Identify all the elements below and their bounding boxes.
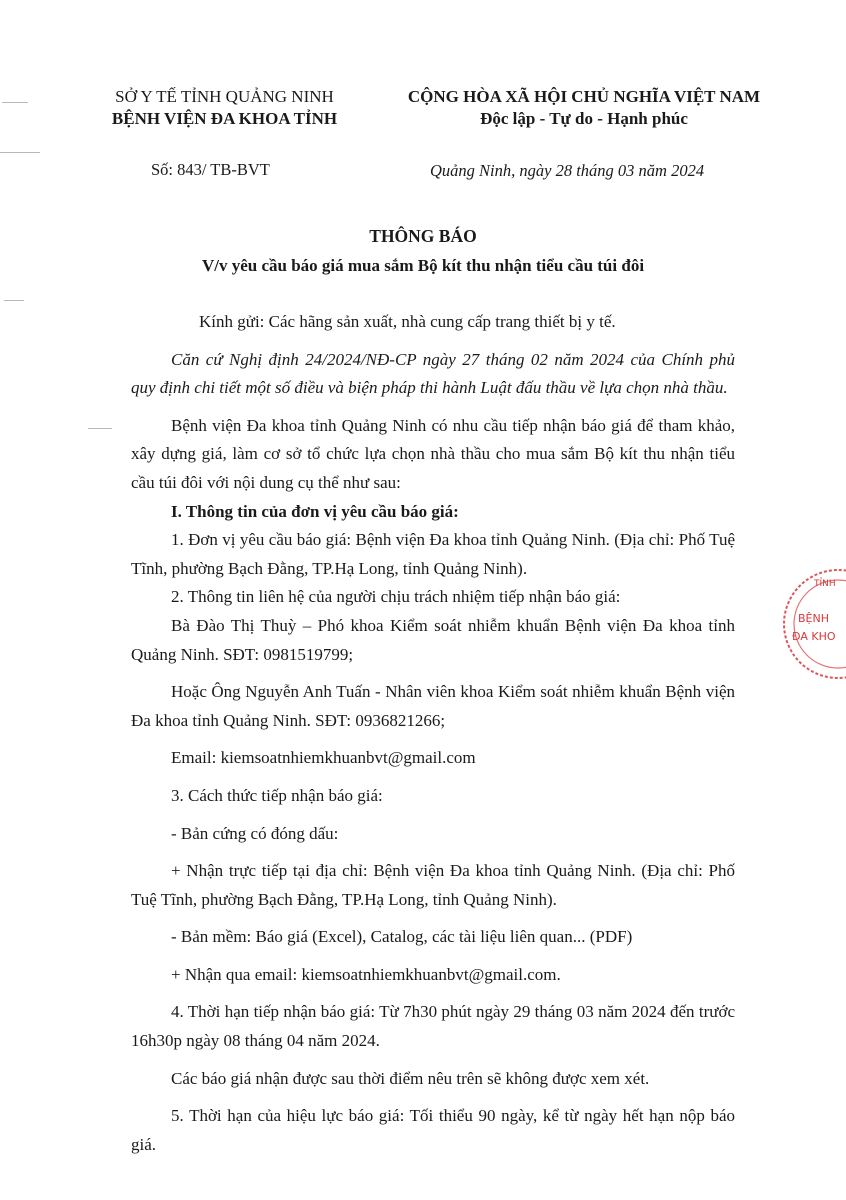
item-1: 1. Đơn vị yêu cầu báo giá: Bệnh viện Đa khoa tỉnh Quảng Ninh. (Địa chỉ: Phố Tuệ Tĩnh, phường Bạch Đằng, TP.Hạ Long, tỉnh Quảng Ninh).	[131, 530, 735, 578]
softcopy-detail: + Nhận qua email: kiemsoatnhiemkhuanbvt@gmail.com.	[171, 964, 561, 984]
issue-date: Quảng Ninh, ngày 28 tháng 03 năm 2024	[430, 161, 705, 180]
hardcopy-detail: + Nhận trực tiếp tại địa chỉ: Bệnh viện Đa khoa tỉnh Quảng Ninh. (Địa chỉ: Phố Tuệ Tĩnh, phường Bạch Đằng, TP.Hạ Long, tỉnh Quảng Ninh).	[131, 861, 735, 909]
section-1-heading: I. Thông tin của đơn vị yêu cầu báo giá:	[171, 501, 459, 521]
hardcopy-line: - Bản cứng có đóng dấu:	[171, 823, 339, 843]
item-5: 5. Thời hạn của hiệu lực báo giá: Tối thiểu 90 ngày, kể từ ngày hết hạn nộp báo giá.	[131, 1106, 735, 1154]
item-3: 3. Cách thức tiếp nhận báo giá:	[171, 785, 383, 805]
issuing-organization	[92, 86, 357, 130]
contact-1: Bà Đào Thị Thuỳ – Phó khoa Kiểm soát nhiễm khuẩn Bệnh viện Đa khoa tỉnh Quảng Ninh. SĐT: 0981519799;	[131, 615, 735, 664]
official-stamp	[778, 564, 846, 684]
document-number: Số: 843/ TB-BVT	[151, 160, 270, 179]
org-line-1: SỞ Y TẾ TỈNH QUẢNG NINH	[115, 87, 334, 106]
intro-paragraph: Bệnh viện Đa khoa tỉnh Quảng Ninh có nhu cầu tiếp nhận báo giá để tham khảo, xây dựng giá, làm cơ sở tổ chức lựa chọn nhà thầu cho mua sắm Bộ kít thu nhận tiểu cầu túi đôi với nội dung cụ thể như sau:	[131, 415, 735, 492]
scan-mark	[0, 152, 40, 153]
contact-2: Hoặc Ông Nguyễn Anh Tuấn - Nhân viên khoa Kiểm soát nhiễm khuẩn Bệnh viện Đa khoa tỉnh Quảng Ninh. SĐT: 0936821266;	[131, 682, 735, 730]
org-line-2: BỆNH VIỆN ĐA KHOA TỈNH	[111, 109, 338, 128]
item-4: 4. Thời hạn tiếp nhận báo giá: Từ 7h30 phút ngày 29 tháng 03 năm 2024 đến trước 16h30p ngày 08 tháng 04 năm 2024.	[131, 1002, 735, 1051]
stamp-text-top: TỈNH	[814, 579, 836, 589]
stamp-text-mid-2: ĐA KHO	[792, 630, 836, 643]
document-title: THÔNG BÁO	[369, 226, 477, 246]
item-2: 2. Thông tin liên hệ của người chịu trách nhiệm tiếp nhận báo giá:	[171, 587, 621, 607]
email-line: Email: kiemsoatnhiemkhuanbvt@gmail.com	[171, 748, 476, 768]
legal-basis-paragraph: Căn cứ Nghị định 24/2024/NĐ-CP ngày 27 tháng 02 năm 2024 của Chính phủ quy định chi tiết một số điều và biện pháp thi hành Luật đấu thầu về lựa chọn nhà thầu.	[131, 349, 735, 398]
softcopy-line: - Bản mềm: Báo giá (Excel), Catalog, các tài liệu liên quan... (PDF)	[171, 927, 633, 947]
national-motto	[380, 86, 788, 130]
scan-mark	[4, 300, 24, 301]
scan-mark	[2, 102, 28, 103]
document-body	[131, 308, 735, 1159]
late-notice: Các báo giá nhận được sau thời điểm nêu trên sẽ không được xem xét.	[171, 1068, 650, 1088]
stamp-text-mid-1: BỆNH	[798, 612, 829, 625]
recipient-line: Kính gửi: Các hãng sản xuất, nhà cung cấp trang thiết bị y tế.	[199, 312, 616, 331]
document-subtitle: V/v yêu cầu báo giá mua sắm Bộ kít thu nhận tiểu cầu túi đôi	[201, 256, 645, 275]
scan-mark	[88, 428, 112, 429]
nation-line-2: Độc lập - Tự do - Hạnh phúc	[480, 109, 688, 128]
nation-line-1: CỘNG HÒA XÃ HỘI CHỦ NGHĨA VIỆT NAM	[407, 87, 761, 106]
